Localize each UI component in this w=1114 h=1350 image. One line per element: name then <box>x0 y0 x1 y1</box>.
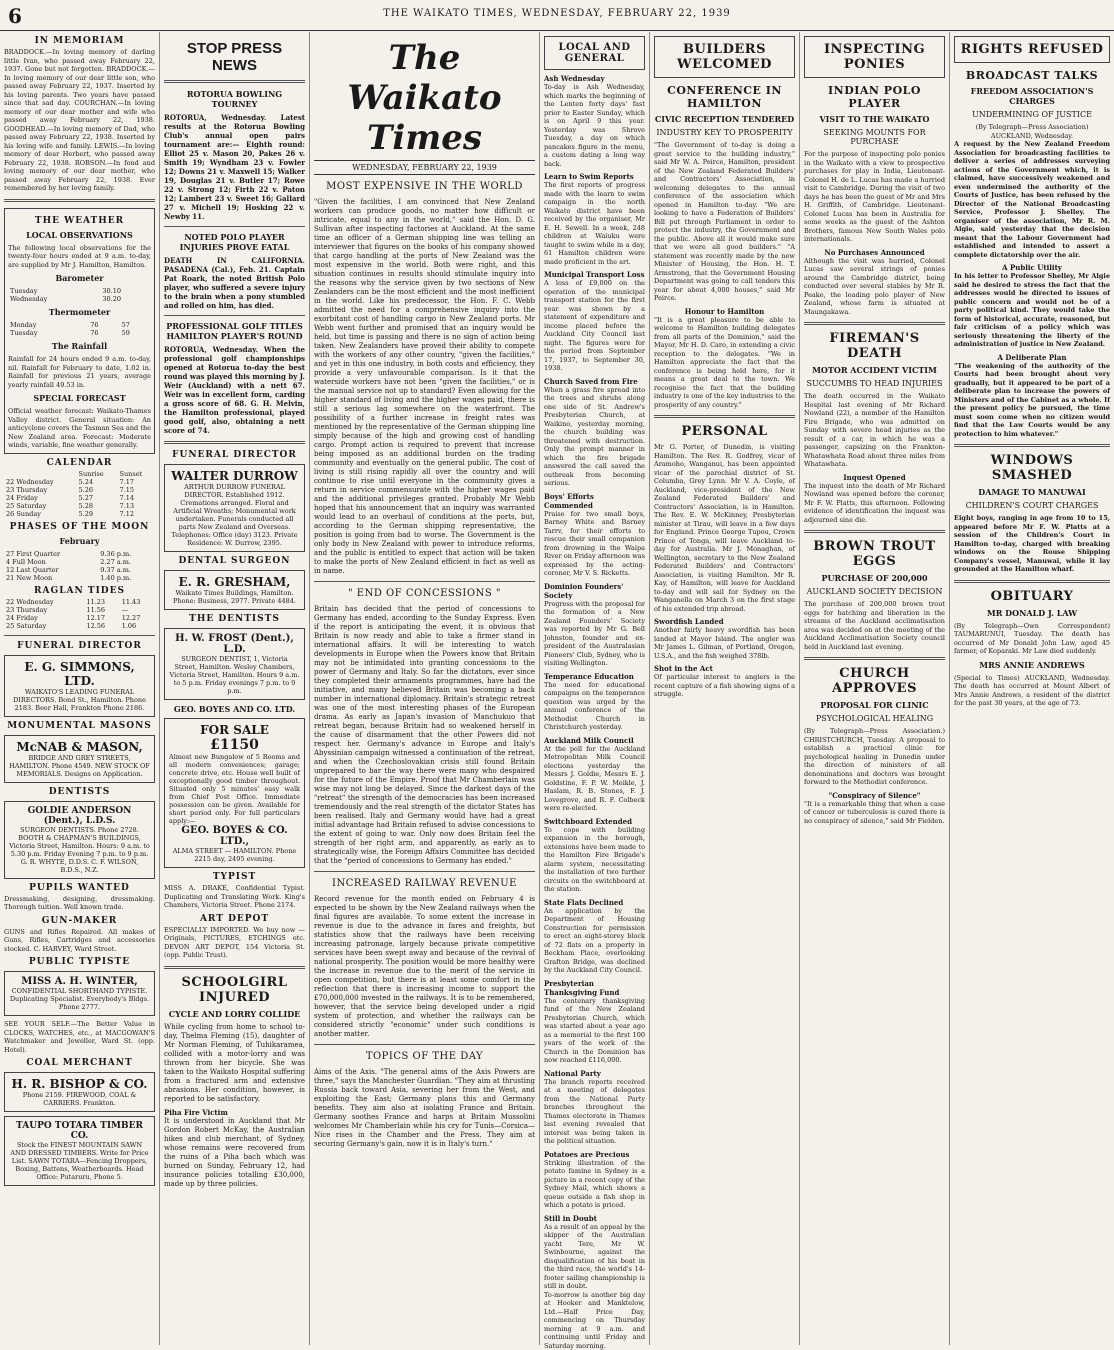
silence-head: "Conspiracy of Silence" <box>804 791 945 800</box>
funeral-director-title: FUNERAL DIRECTOR <box>164 450 305 460</box>
church-head: CHURCH APPROVES <box>804 666 945 696</box>
inquest-text: The inquest into the death of Mr Richard Nowland was opened before the coroner, Mr F. W. Platts, this afternoon. Following evidence of identification the inquest was adjourned sine die. <box>804 482 945 525</box>
rights-subtitle: BROADCAST TALKS <box>954 69 1110 82</box>
stop-press-title: STOP PRESS NEWS <box>164 40 305 74</box>
swordfish-head: Swordfish Landed <box>654 617 795 626</box>
builders-kicker: CIVIC RECEPTION TENDERED <box>654 114 795 124</box>
topics-text: Aims of the Axis. "The general aims of the Axis Powers are three," says the Manchester Guardian. "They aim at thrusting Russia back toward Asia, severing her from the West, and exploiting the East; Germany plans this and Germany benefits. They aim also at isolating France and Britain. Germany soothes France and harps at Britain Mussolini welcomes Mr Chamberlain while his cry for Tunis—Corsica—Nice rises in the Chamber and the Press. They aim at securing Germany's gain, now it is in Italy's turn." <box>314 1068 535 1149</box>
windows-sub: DAMAGE TO MANUWAI <box>954 487 1110 497</box>
purchases-head: No Purchases Announced <box>804 248 945 257</box>
plan-text: "The weakening of the authority of the Courts had been brought about very gradually, but it appeared to be part of a deliberate plan to increase the powers of Ministers and of the Cabinet as a whole. If the present policy be pursued, the time must soon come when no citizen would find that the Law Courts would be any protection to him whatever." <box>954 362 1110 439</box>
winter-ad: MISS A. H. WINTER, CONFIDENTIAL SHORTHAND TYPISTE. Duplicating Specialist. Everybody's Bldgs. Phone 2777. <box>4 971 155 1016</box>
frost-ad: H. W. FROST (Dent.), L.D. SURGEON DENTIST, 1, Victoria Street, Hamilton. Wesley Chambers, Victoria Street, Hamilton. Hours 9 a.m. to 5 p.m. Friday evenings 7 p.m. to 9 p.m. <box>164 628 305 700</box>
builders-text: "The Government of to-day is doing a great service to the building industry," said Mr W. A. Peirce, Hamilton, president of the New Zealand Federated Builders' and Contractors' Association, in welcoming delegates to the annual conference of the association which opened in Hamilton to-day. "We are looking to have a Federation of Builders' Bill put through Parliament in order to protect the industry, the Government and the public. Above all it would make sure that we were all good builders." "A statement was recently made by the new Minister of Housing, the Hon. H. T. Armstrong, that the Government Housing Department was going to call tenders this year for about 4,000 houses," said Mr Peirce. <box>654 141 795 303</box>
rights-text: A request by the New Zealand Freedom Association for broadcasting facilities to deliver a series of addresses surveying actions of the Government which, it is claimed, have successively weakened and even undermined the authority of the Courts of Justice, has been refused by the Director of the National Broadcasting Service, Professor J. Shelley. The organiser of the association, Mr R. M. Algie, said yesterday that the decision meant that the Labour Government had established and intended to assert a complete dictatorship over the air. <box>954 140 1110 259</box>
trout-head: BROWN TROUT EGGS <box>804 539 945 569</box>
local-item-head: Temperance Education <box>544 672 645 681</box>
mcnab-ad: McNAB & MASON, BRIDGE AND GREY STREETS, HAMILTON. Phone 4549. NEW STOCK OF MEMORIALS. Designs on Application. <box>4 735 155 783</box>
ponies-kicker2: SEEKING MOUNTS FOR PURCHASE <box>804 128 945 146</box>
page-header <box>0 0 1114 31</box>
running-head: THE WAIKATO TIMES, WEDNESDAY, FEBRUARY 22, 1939 <box>0 8 1114 19</box>
utility-text: In his letter to Professor Shelley, Mr Algie said he desired to stress the fact that the addresses would be directed to issues of public concern and would not be of a party political kind. They would take the form of historical, accurate, reasoned, but fair criticism of a policy which was seriously threatening the liberty of the administration of justice in New Zealand. <box>954 272 1110 349</box>
calendar-table: Sunrise Sunset 22 Wednesday 5.24 7.17 23 Thursday 5.26 7.15 24 Friday 5.27 7.14 25 Saturday 5.28 7.13 26 Sunday 5.29 7.12 <box>4 470 155 518</box>
column-editorial <box>310 32 540 1345</box>
local-item-text: To-morrow is another big day at Hooker and Manktelow, Ltd.—Half Price Day, commencing on Thursday morning at 9 a.m. and continuing until Friday and Saturday morning. <box>544 1291 645 1350</box>
local-item-head: Potatoes are Precious <box>544 1150 645 1159</box>
local-item-head: Auckland Milk Council <box>544 736 645 745</box>
local-item-text: Striking illustration of the potato famine in Sydney is a picture in a recent copy of the Sydney Mail, which shows a queue outside a fish shop in which a potato is priced. <box>544 1159 645 1210</box>
shot-head: Shot in the Act <box>654 664 795 673</box>
barometer-label: Barometer <box>8 273 151 283</box>
obituary-head: OBITUARY <box>954 589 1110 604</box>
for-sale-ad: FOR SALE £1150 Almost new Bungalow of 5 Rooms and all modern conveniences; garage; concrete drive, etc. House well built of exceptionally good timber throughout. Situated only 5 minutes' easy walk from Chief Post Office. Immediate possession can be given. Available for short period only. For full particulars apply:— GEO. BOYES & CO. LTD., ALMA STREET — HAMILTON. Phone 2215 day, 2495 evening. <box>164 718 305 868</box>
plan-head: A Deliberate Plan <box>954 353 1110 362</box>
schoolgirl-head: SCHOOLGIRL INJURED <box>164 975 305 1005</box>
topics-head: TOPICS OF THE DAY <box>314 1051 535 1062</box>
builders-title-box <box>654 36 795 78</box>
dateline: WEDNESDAY, FEBRUARY 22, 1939 <box>314 160 535 175</box>
gresham-title: DENTAL SURGEON <box>164 556 305 566</box>
schoolgirl-sub: CYCLE AND LORRY COLLIDE <box>164 1009 305 1019</box>
local-item-text: Progress with the proposal for the formation of a New Zealand Founders' Society was reported by Mr G. Bell Johnston, founder and ex-president of the Australasian Pioneers' Club, Sydney, who is visiting Wellington. <box>544 600 645 668</box>
schoolgirl-text: While cycling from home to school to-day, Thelma Fleming (15), daughter of Mr Norman Fleming, of Tuhikaramea, collided with a motor-lorry and was thrown from her bicycle. She was taken to the Waikato Hospital suffering from a fractured arm and extensive abrasions. Her condition, however, is reported to be satisfactory. <box>164 1023 305 1104</box>
boyes-header: GEO. BOYES AND CO. LTD. <box>164 704 305 714</box>
local-item-text: To cope with building expansion in the borough, extensions have been made to the Hamilton Fire Brigade's alarm system, necessitating the installation of two further circuits on the switchboard at the station. <box>544 826 645 894</box>
pupils-title: PUPILS WANTED <box>4 883 155 893</box>
local-item-head: Switchboard Extended <box>544 817 645 826</box>
windows-text: Eight boys, ranging in age from 10 to 15, appeared before Mr F. W. Platts at a session of the Children's Court in Hamilton to-day, charged with breaking windows on the Rouse Shipping Company's vessel, Manuwai, while it lay grounded at the Hamilton wharf. <box>954 514 1110 574</box>
fire-head: FIREMAN'S DEATH <box>804 331 945 361</box>
local-item-head: Dominion Founders' Society <box>544 582 645 600</box>
ponies-title-box <box>804 36 945 78</box>
trout-text: The purchase of 200,000 brown trout eggs for hatching and liberation in the streams of the Auckland acclimatisation area was decided on at the meeting of the Auckland Acclimatisation Society council held in Auckland last evening. <box>804 600 945 651</box>
bowling-title: ROTORUA BOWLING TOURNEY <box>164 89 305 109</box>
ponies-title: INSPECTING PONIES <box>808 42 941 72</box>
fire-kicker: SUCCUMBS TO HEAD INJURIES <box>804 379 945 388</box>
column-rights <box>950 32 1114 1345</box>
local-item-head: State Flats Declined <box>544 898 645 907</box>
coal-title: COAL MERCHANT <box>4 1058 155 1068</box>
obit1-text: (By Telegraph—Own Correspondent) TAUMARUNUI, Tuesday. The death has occurred of Mr Donald John Law, aged 45 farmer, of Koparaki. Mr Law died suddenly. <box>954 622 1110 656</box>
local-item-head: Municipal Transport Loss <box>544 270 645 279</box>
local-item-text: The need for educational campaigns on the temperance question was urged by the annual conference of the Methodist Church in Christchurch yesterday. <box>544 681 645 732</box>
thermo-table: Monday 76 57 Tuesday 76 59 <box>8 321 151 337</box>
local-item-text: Praise for two small boys, Barney White and Barney Tarrv, for their efforts to rescue their small companion from drowning in the Waipa River on Friday afternoon was expressed by the acting-coroner, Mr V. S. Ricketts. <box>544 510 645 578</box>
rights-kicker: FREEDOM ASSOCIATION'S CHARGES <box>954 86 1110 106</box>
local-item-text: At the poll for the Auckland Metropolitan Milk Council elections yesterday the Messrs J. Goldie, Messrs E. J. Goldstine, F. P. W. Meikle, J. Haslam, R. B. Stones, F. J. Lovegrove, and R. F. Colbeck were re-elected. <box>544 745 645 813</box>
bowling-text: ROTORUA, Wednesday. Latest results at the Rotorua Bowling Club's annual open pairs tournament are:— Eighth round: Elliot 25 v. Mason 20, Pakes 26 v. Smith 19; Wyndham 23 v. Fowler 12; Downs 21 v. Maxwell 15; Walker 19, Douglas 21 v. Butler 17; Rowe 22 v. Strong 12; Firth 22 v. Paton 12; Lambert 23 v. Sweet 16; Gallard 27 v. Michell 19; Hosking 22 v. Newby 11. <box>164 113 305 221</box>
gunsmith-text: GUNS and Rifles Repaired. All makes of Guns, Rifles, Cartridges and accessories stocked. C. HARVEY, Ward Street. <box>4 928 155 954</box>
tide-table: 22 Wednesday 11.23 11.43 23 Thursday 11.56 — 24 Friday 12.17 12.27 25 Saturday 12.56 1.06 <box>4 598 155 630</box>
windows-head: WINDOWS SMASHED <box>954 453 1110 483</box>
railway-head: INCREASED RAILWAY REVENUE <box>314 878 535 889</box>
tide-title: RAGLAN TIDES <box>4 586 155 596</box>
weather-sub: LOCAL OBSERVATIONS <box>8 230 151 240</box>
concessions-head: " END OF CONCESSIONS " <box>314 588 535 599</box>
rainfall-label: The Rainfall <box>8 341 151 351</box>
page-number: 6 <box>8 4 22 28</box>
column-builders <box>650 32 800 1345</box>
local-item-head: National Party <box>544 1069 645 1078</box>
golf-text: ROTORUA, Wednesday. When the professional golf championships opened at Rotorua to-day the best round was played this morning by J. Weir (Auckland) with a nett 67. Weir was in excellent form, carding a gross score of 68. G. H. Melvin, the Hamilton professional, played good golf, also, obtaining a nett score of 74. <box>164 345 305 435</box>
rainfall-text: Rainfall for 24 hours ended 9 a.m. to-day, nil. Rainfall for February to date, 1.02 in. Rainfall for previous 21 years, average yearly rainfall 49.53 in. <box>8 355 151 389</box>
honour-head: Honour to Hamilton <box>654 307 795 316</box>
memoriam-title: IN MEMORIAM <box>4 36 155 46</box>
column-local-general <box>540 32 650 1345</box>
local-item-head: Presbyterian Thanksgiving Fund <box>544 979 645 997</box>
local-item-text: An application by the Department of Housing Construction for permission to erect an eight-storey block of 72 flats on a property in Beckham Place, overlooking Grafton Bridge, was declined by the Auckland City Council. <box>544 907 645 975</box>
utility-head: A Public Utility <box>954 263 1110 272</box>
gunsmith-title: GUN-MAKER <box>4 916 155 926</box>
ponies-subtitle: INDIAN POLO PLAYER <box>804 84 945 110</box>
fire-sub: MOTOR ACCIDENT VICTIM <box>804 365 945 375</box>
local-item-head: Ash Wednesday <box>544 74 645 83</box>
art-text: ESPECIALLY IMPORTED. We buy now — Originals, PICTURES, ETCHINGS etc. DEVON ART DEPOT, 154 Victoria St. (opp. Public Trust). <box>164 926 305 960</box>
personal-head: PERSONAL <box>654 424 795 439</box>
rights-title: RIGHTS REFUSED <box>958 42 1106 57</box>
rights-title-box <box>954 36 1110 63</box>
inquest-head: Inquest Opened <box>804 473 945 482</box>
railway-text: Record revenue for the month ended on February 4 is expected to be shown by the New Zealand railways when the final figures are available. To some extent the increase in revenue is due to the advance in fares and freights, but statistics show that the railways have been receiving increasing patronage, largely because private competitive services have been swept away and because of the revival of national prosperity. The position would be more healthy were the increase in revenue due to the merit of the service in open competition, but there is at least some comfort in the reflection that there is increasing income to support the £70,000,000 invested in the railways. It is to be remembered, however, that the service being developed under a rigid system of protection, and whether the railways can be considered strictly "economic" under such conditions is another matter. <box>314 895 535 1039</box>
column-notices <box>0 32 160 1345</box>
church-text: (By Telegraph—Press Association.) CHRISTCHURCH, Tuesday. A proposal to establish a practical clinic for psychological healing in Dunedin under the direction of ministers of all denominations and doctors was brought forward to the Methodist conference. <box>804 727 945 787</box>
editorial-text: "Given the facilities, I am convinced that New Zealand workers can produce goods, no matter how difficult or intricate, equal to any in the world," said the Hon. D. G. Sullivan after inspecting factories at Auckland. At the same time an officer of a German shipping line was telling an interviewer that figures on the books of his company showed that cargo handling at the ports of New Zealand was the most expensive in the world. Both were right, and this situation continues in results should stimulate inquiry into the reasons why the service given by two sections of New Zealanders can be the most efficient and the most inefficient in the world. Like his predecessor, the Hon. F. C. Webb admitted the need for a comprehensive inquiry into the exorbitant cost of handling cargo in New Zealand ports. Mr Webb went further and promised that an inquiry would be held, but time is passing and there is no sign of action being taken. New Zealanders have proved their ability to compete with the workers of any other country, "given the facilities," and yet in this one industry, in both costs and efficiency, they provide a very unfavourable comparison. Is it that the waterside workers have not been "given the facilities," or is the manual service not up to standard? Even allowing for the higher standard of living and the higher wages paid, there is still a serious lag somewhere on the waterfront. The possibility of a further increase in freight rates was mentioned by the representative of the German shipping line simply because of the high and growing cost of handling cargo. Prompt action is required to prevent that increase being imposed as an additional burden on the trading community and eventually on the general public. The cost of living is still rising rapidly all over the country and will continue to rise until everyone in the community gives a return in service commensurate with the higher wages paid and the additional privileges granted. Probably Mr Webb hoped that his announcement that an inquiry was warranted would lead to an overhaul of conditions at the ports, but, according to the German shipping representative, the position is going from bad to worse. The Government is the only body in New Zealand with power to introduce reforms, and the public is entitled to expect that action will be taken to make the ports of New Zealand efficient in fact as well as in name. <box>314 198 535 576</box>
local-item-text: The first reports of progress made with the learn to swim campaign in the north Waikato district have been received by the organiser, Mr E. H. Sewell. In a week, 248 children at Waiuku were taught to swim while in a day, 61 Hamilton children were made proficient in the art. <box>544 181 645 266</box>
local-item-head: Learn to Swim Reports <box>544 172 645 181</box>
local-item-head: Still in Doubt <box>544 1214 645 1223</box>
watch-text: SEE YOUR SELF.—The Better Value in CLOCKS, WATCHES, etc., at MACGOWAN'S Watchmaker and Jeweller, Ward St. (opp. Hotel). <box>4 1020 155 1054</box>
trout-sub: PURCHASE OF 200,000 <box>804 573 945 583</box>
obit1-name: MR DONALD J. LAW <box>954 608 1110 618</box>
masthead: The Waikato Times <box>314 38 535 158</box>
gresham-ad: E. R. GRESHAM, Waikato Times Buildings, Hamilton. Phone: Business, 2977. Private 4484. <box>164 570 305 610</box>
monument-title: MONUMENTAL MASONS <box>4 721 155 731</box>
trout-kicker: AUCKLAND SOCIETY DECISION <box>804 587 945 596</box>
local-item-text: The branch reports received at a meeting of delegates from the National Party branches throughout the Thames electorate in Thames last evening revealed that interest was being taken in the political situation. <box>544 1078 645 1146</box>
windows-kicker: CHILDREN'S COURT CHARGES <box>954 501 1110 510</box>
obit2-name: MRS ANNIE ANDREWS <box>954 660 1110 670</box>
calendar-title: CALENDAR <box>4 458 155 468</box>
editorial-head: MOST EXPENSIVE IN THE WORLD <box>314 181 535 192</box>
funeral-title: FUNERAL DIRECTOR <box>4 641 155 651</box>
typist-title-2: TYPIST <box>164 872 305 882</box>
column-stop-press <box>160 32 310 1345</box>
taupo-ad: TAUPO TOTARA TIMBER CO. Stock the FINEST MOUNTAIN SAWN AND DRESSED TIMBERS. Write for Price List. SAWN TOTARA—Fencing Droppers, Boxing, Battens, Weatherboards. Head Office: Putaruru, Phone 5. <box>4 1116 155 1186</box>
personal-text: Mr G. Porter, of Dunedin, is visiting Hamilton. The Rev. R. Godfrey, vicar of Aramoho, Wanganui, has been appointed vicar of the parochial district of St. Columba, Grey Lynn. Mr V. A. Coyle, of Auckland, vice-president of the New Zealand Federated Builders' and Contractors' Association, is in Hamilton. The Rev. E. W. McKinney, Presbyterian minister at Tirau, will leave in a few days for England. Prince George Tupou, Crown Prince of Tonga, will leave Auckland to-day for Australia. Mr J. Monaghan, of Wellington, secretary to the New Zealand Federated Builders' and Contractors' Association, is visiting Hamilton. Mr R. Kay, of Hamilton, will leave for Auckland to-day and will sail for Sydney on the Wanganella on March 3 on the first stage of his extended trip abroad. <box>654 443 795 613</box>
the-dentists-title: THE DENTISTS <box>164 614 305 624</box>
rider-title: NOTED POLO PLAYER INJURIES PROVE FATAL <box>164 232 305 252</box>
builders-kicker2: INDUSTRY KEY TO PROSPERITY <box>654 128 795 137</box>
silence-text: "It is a remarkable thing that when a case of cancer or tuberculosis is cured there is no conspiracy of silence," said Mr Fielden. <box>804 800 945 826</box>
shot-text: Of particular interest to anglers is the recent capture of a fish showing signs of a struggle. <box>654 673 795 699</box>
pupils-text: Dressmaking, designing, dressmaking. Thorough tuition. Well known trade. <box>4 895 155 912</box>
local-general-title: LOCAL AND GENERAL <box>548 42 641 64</box>
concessions-text: Britain has decided that the period of concessions to Germany has ended, according to the Sunday Express. Even if the report is anticipating the event, it is obvious that Britain is now ready and able to take a firmer stand in international affairs. It will be interesting to watch developments in Europe when the Powers know that Britain may not be intimidated into granting concessions to the power of Germany and Italy. So far the dictators, ever since they completed their armaments programmes, have had the initiative, and many believed Britain was becoming a back number in international diplomacy. Britain's strategic retreat was one of the most interesting phases of the European drama. As early as Japan's invasion of Manchukuo that retreat began, because Britain had so weakened herself in the cause of disarmament that the other Powers did not respect her. Germany's advance in Europe and Italy's Abyssinian campaign witnessed a continuation of the retreat, and when the Czechoslovakian crisis still found Britain unprepared to bar the way there were many who despaired for the future of the Empire. Proof that Mr Chamberlain was wise may not long be delayed. Since the darkest days of the "retreat" the strength of the democracies has been increased tremendously and the real strength of the dictator States has been realised. Italy and Germany would have had a great initial advantage had Britain refused to advise concessions to the extent of going to war. Only now does Britain feel the strength of her right arm, and apparently, as early as to strategically wise, the Foreign Affairs Committee has decided that the "period of concessions to Germany has ended." <box>314 605 535 866</box>
thermo-label: Thermometer <box>8 307 151 317</box>
ponies-kicker: VISIT TO THE WAIKATO <box>804 114 945 124</box>
weather-text: The following local observations for the twenty-four hours ended at 9 a.m. to-day, are supplied by Mr J. Hamilton, Hamilton. <box>8 244 151 270</box>
local-general-title-box <box>544 36 645 70</box>
piha-text: It is understood in Auckland that Mr Gordon Robert McKay, the Australian hikes and club merchant, of Sydney, whose remains were recovered from the ruins of a Piha bach which was burned on Sunday, February 12, had insurance policies totalling £30,000, made up by three policies. <box>164 1117 305 1189</box>
art-title: ART DEPOT <box>164 914 305 924</box>
barometer-table: Tuesday 30.10 Wednesday 30.20 <box>8 287 151 303</box>
forecast-label: SPECIAL FORECAST <box>8 393 151 403</box>
builders-subtitle: CONFERENCE IN HAMILTON <box>654 84 795 110</box>
moon-title: PHASES OF THE MOON <box>4 522 155 532</box>
honour-text: "It is a great pleasure to be able to welcome to Hamilton building delegates from all parts of the Dominion," said the Mayor, Mr H. D. Caro, in extending a civic reception to the delegates. "We in Hamilton appreciate the fact that the conference is being held here, for it means a great deal to the town. We recognise the fact that the building industry is one of the key industries to the prosperity of any country." <box>654 316 795 410</box>
local-item-head: Boys' Efforts Commended <box>544 492 645 510</box>
durrow-ad: WALTER DURROW ARTHUR DURROW FUNERAL DIRECTOR. Established 1912. Cremations arranged. Floral and Artificial Wreaths; Monumental work undertaken. Funerals conducted all parts New Zealand and Overseas. Telephones: Office (day) 3123. Private Residence: W. Durrow, 2395. <box>164 464 305 552</box>
rider-text: DEATH IN CALIFORNIA. PASADENA (Cal.), Feb. 21. Captain Pat Roark, the noted British Polo player, who suffered a severe injury to the brain when a pony stumbled and rolled on him, has died. <box>164 256 305 310</box>
fire-text: The death occurred in the Waikato Hospital last evening of Mr Richard Nowland (22), a member of the Hamilton Fire Brigade, who was admitted on Sunday with severe head injuries as the result of a car, in which he was a passenger, capsizing on the Frankton-Whatawhata Road about three miles from Whatawhata. <box>804 392 945 469</box>
local-item-text: The centenary thanksgiving fund of the New Zealand Presbyterian Church, which was started about a year ago as a memorial to the first 100 years of the work of the Church in the Dominion has now reached £116,000. <box>544 997 645 1065</box>
weather-title: THE WEATHER <box>8 216 151 226</box>
piha-title: Piha Fire Victim <box>164 1108 305 1117</box>
rights-kicker2: UNDERMINING OF JUSTICE <box>954 110 1110 119</box>
local-item-head: Church Saved from Fire <box>544 377 645 386</box>
dentists-title: DENTISTS <box>4 787 155 797</box>
bishop-ad: H. R. BISHOP & CO. Phone 2159. FIREWOOD, COAL & CARRIERS. Frankton. <box>4 1072 155 1112</box>
builders-title: BUILDERS WELCOMED <box>658 42 791 72</box>
column-ponies <box>800 32 950 1345</box>
goldie-ad: GOLDIE ANDERSON (Dent.), L.D.S. SURGEON DENTISTS. Phone 2728. BOOTH & CHAPMAN'S BUILDINGS, Victoria Street, Hamilton. Hours: 9 a.m. to 5.30 p.m. Friday Evening 7 p.m. to 9 p.m. G. R. WHYTE, D.D.S. C. F. WILSON, B.D.S., N.Z. <box>4 801 155 879</box>
obit2-text: (Special to Times) AUCKLAND, Wednesday. The death has occurred at Mount Albert of Mrs Annie Andrews, a resident of the district for the past 30 years, at the age of 73. <box>954 674 1110 708</box>
local-item-text: As a result of an appeal by the skipper of the Australian yacht Tere, Mr W. Swinbourne, against the disqualification of his boat in the third race, the world's 14-footer sailing championship is still in doubt. <box>544 1223 645 1291</box>
moon-month: February <box>4 536 155 546</box>
typist-title: PUBLIC TYPISTE <box>4 957 155 967</box>
forecast-text: Official weather forecast: Waikato-Thames Valley district. General situation: An anticyclone covers the Tasman Sea and the New Zealand area. Forecast: Moderate winds, variable, fine weather generally. <box>8 407 151 450</box>
local-item-text: To-day is Ash Wednesday, which marks the beginning of the Lenten forty days' fast prior to Easter Sunday, which is on April 9 this year. Yesterday was Shrove Tuesday, a day on which pancakes figure in the menu, a custom dating a long way back. <box>544 83 645 168</box>
drake-text: MISS A. DRAKE, Confidential Typist. Duplicating and Translating Work. King's Chambers, Victoria Street. Phone 2174. <box>164 884 305 910</box>
local-item-text: A loss of £9,000 on the operation of the municipal transport station for the first year was shown by a statement of expenditure and income placed before the Auckland City Council last night. The figures were for the period from September 17, 1937, to September 30, 1938. <box>544 279 645 373</box>
local-items-list <box>544 74 645 1350</box>
purchases-text: Although the visit was hurried, Colonel Lucas saw several strings of ponies around the Cambridge district, being conducted over several stables by Mr R. Peake, the leading polo player of New Zealand, whose farm is situated at Maungakawa. <box>804 257 945 317</box>
church-kicker: PSYCHOLOGICAL HEALING <box>804 714 945 723</box>
swordfish-text: Another fairly heavy swordfish has been landed at Mayor Island. The angler was Mr James L. Gilman, of Portland, Oregon, U.S.A., and the fish weighed 378lb. <box>654 626 795 660</box>
local-item-text: When a grass fire spread into the trees and shrubs along one side of St. Andrew's Presbyterian Church, at Waikino, yesterday morning, the church building was threatened with destruction. Only the prompt manner in which the fire brigade answered the call saved the outbreak from becoming serious. <box>544 386 645 488</box>
moon-table: 27 First Quarter 9.36 p.m. 4 Full Moon 2.27 a.m. 12 Last Quarter 9.37 a.m. 21 New Moon 1.40 p.m. <box>4 550 155 582</box>
simmons-ad: E. G. SIMMONS, LTD. WAIKATO'S LEADING FUNERAL DIRECTORS. Bond St., Hamilton. Phone 2183. Beer Hall, Frankton Phone 2186. <box>4 655 155 717</box>
rights-dateline: (By Telegraph—Press Association) AUCKLAND, Wednesday. <box>954 123 1110 140</box>
golf-title: PROFESSIONAL GOLF TITLES HAMILTON PLAYER'S ROUND <box>164 321 305 341</box>
memoriam-text: BRADDOCK.—In loving memory of darling little Ivan, who passed away February 22, 1937. Gone but not forgotten. BRADDOCK.—In loving memory of our dear little son, who passed away February 22, 1937. Inserted by his loving parents. Two years have passed since that sad day. COURCHAN.—In loving memory of our dear mother and wife who passed away February 22, 1938. GOODHEAD.—In loving memory of Dad, who passed away February 22, 1938. Inserted by his loving wife and family. LEWIS.—In loving memory of dear Herbert, who passed away February 22, 1938. ROBSON.—In fond and loving memory of our dear mother, who passed away February 22, 1938. Ever remembered by her loving family. <box>4 48 155 193</box>
ponies-text: For the purpose of inspecting polo ponies in the Waikato with a view to prospective purchases for play in India, Lieutenant-Colonel H. de L. Lucas has made a hurried visit to Cambridge. During the visit of two days he has been the guest of Mr and Mrs H. Griffith, of Cambridge. Lieutenant-Colonel Lucas has been in Australia for some weeks as the guest of the Ashton Brothers, famous New South Wales polo internationals. <box>804 150 945 244</box>
weather-box <box>4 208 155 454</box>
church-sub: PROPOSAL FOR CLINIC <box>804 700 945 710</box>
